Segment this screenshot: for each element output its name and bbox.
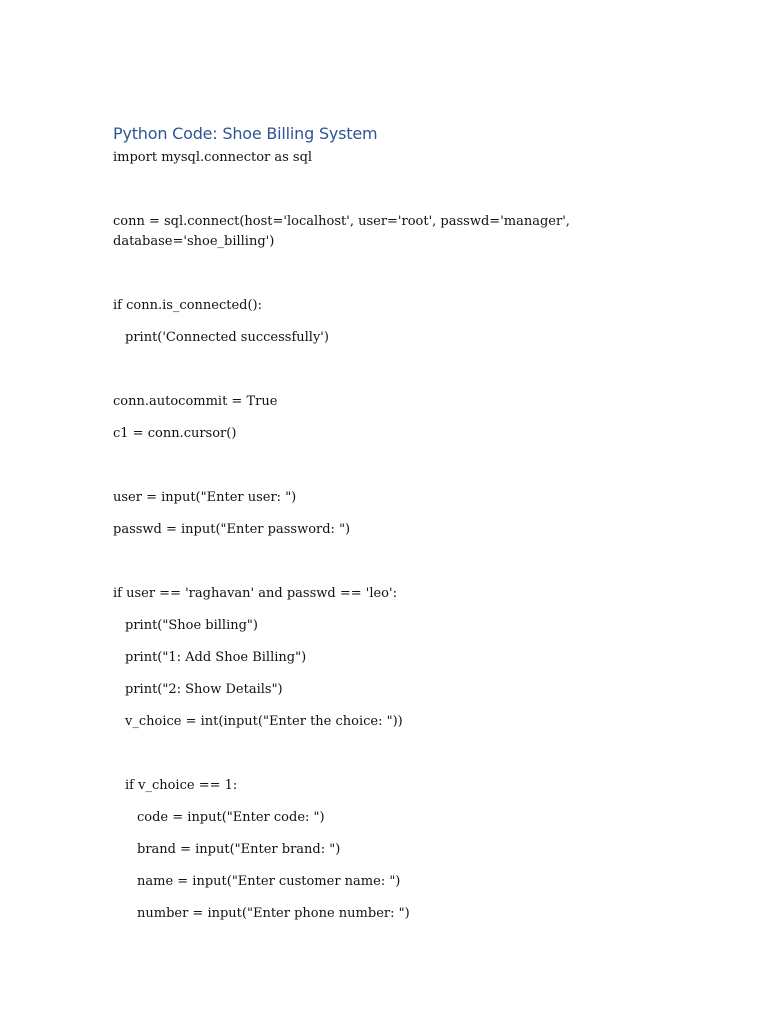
code-line-connect: conn = sql.connect(host='localhost', user='root', passwd='manager', (113, 214, 570, 229)
code-line-autocommit: conn.autocommit = True (113, 394, 278, 409)
code-line-connect-database: database='shoe_billing') (113, 234, 275, 249)
code-line-code-input: code = input("Enter code: ") (137, 810, 325, 825)
code-line-name-input: name = input("Enter customer name: ") (137, 874, 401, 889)
code-line-if-connected: if conn.is_connected(): (113, 298, 263, 313)
code-line-if-user: if user == 'raghavan' and passwd == 'leo': (113, 586, 397, 601)
code-line-print-billing: print("Shoe billing") (125, 618, 258, 633)
code-line-print-option-1: print("1: Add Shoe Billing") (125, 650, 307, 665)
document-heading: Python Code: Shoe Billing System (113, 124, 378, 143)
code-line-cursor: c1 = conn.cursor() (113, 426, 237, 441)
code-line-print-connected: print('Connected successfully') (125, 330, 329, 345)
code-line-number-input: number = input("Enter phone number: ") (137, 906, 410, 921)
code-line-print-option-2: print("2: Show Details") (125, 682, 283, 697)
code-line-import: import mysql.connector as sql (113, 150, 313, 165)
code-line-if-choice: if v_choice == 1: (125, 778, 238, 793)
code-line-passwd-input: passwd = input("Enter password: ") (113, 522, 351, 537)
code-line-brand-input: brand = input("Enter brand: ") (137, 842, 341, 857)
code-line-choice-input: v_choice = int(input("Enter the choice: ")) (125, 714, 403, 729)
code-line-user-input: user = input("Enter user: ") (113, 490, 297, 505)
